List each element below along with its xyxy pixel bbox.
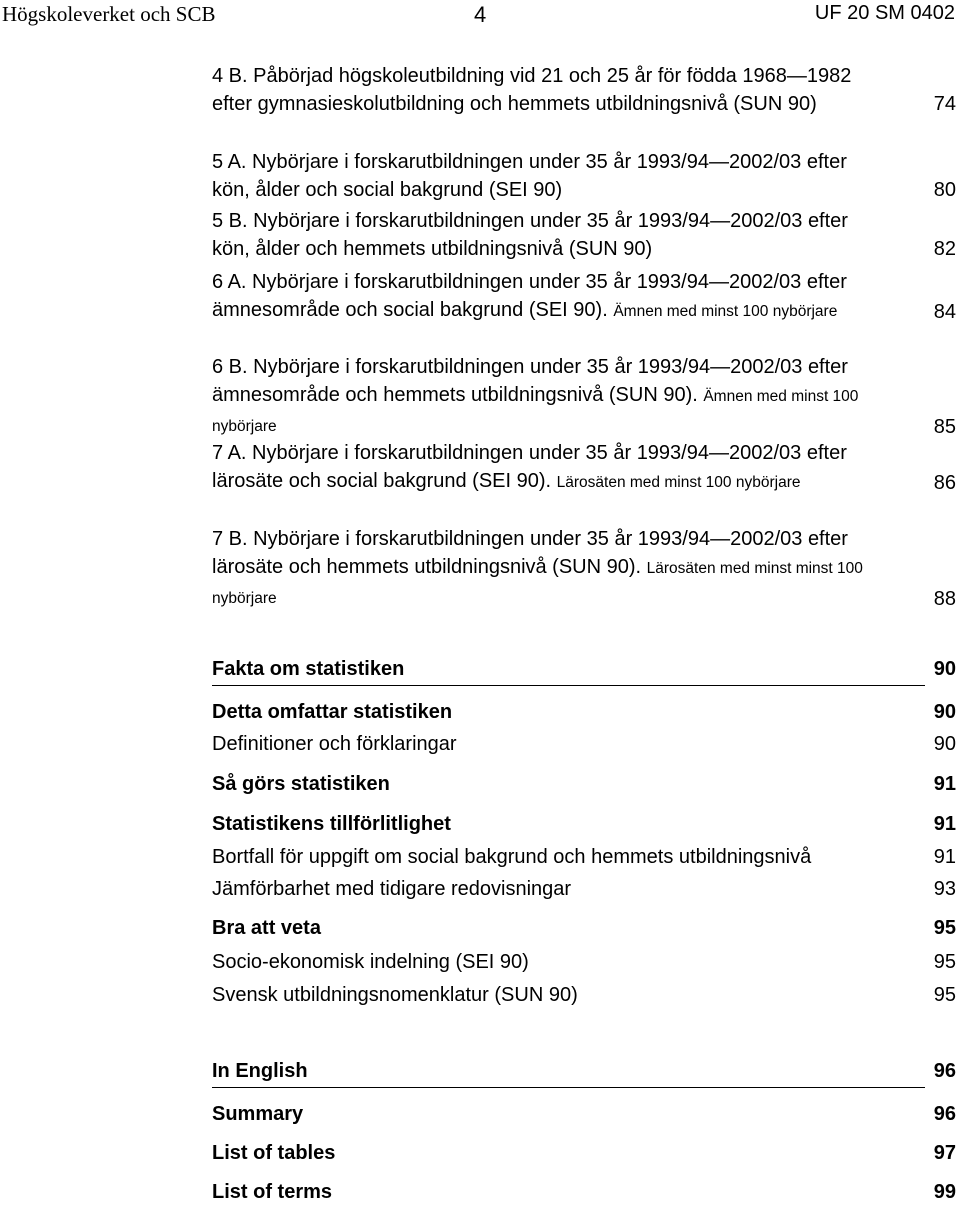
toc-entry-5b[interactable] [212, 207, 956, 263]
toc-row[interactable] [212, 730, 956, 758]
toc-row-title: Jämförbarhet med tidigare redovisningar [212, 878, 572, 900]
section-title: In English [212, 1060, 308, 1082]
page-header [0, 0, 960, 30]
toc-row[interactable] [212, 770, 956, 798]
toc-row-title: Detta omfattar statistiken [212, 701, 453, 723]
toc-entry-page: 85 [933, 416, 956, 438]
section-divider [212, 1087, 925, 1088]
toc-entry-4b[interactable] [212, 62, 956, 118]
toc-row-title: Bra att veta [212, 917, 321, 939]
toc-entry-note: Lärosäten med minst minst 100 nybörjare [212, 560, 863, 607]
toc-row[interactable] [212, 875, 956, 903]
toc-row[interactable] [212, 1100, 956, 1128]
toc-row-page: 91 [933, 846, 956, 868]
toc-row[interactable] [212, 981, 956, 1009]
toc-entry-page: 88 [933, 588, 956, 610]
toc-row[interactable] [212, 810, 956, 838]
section-page: 90 [933, 658, 956, 680]
toc-row-page: 95 [933, 917, 956, 939]
toc-row-title: List of tables [212, 1142, 336, 1164]
toc-entry-note: Lärosäten med minst 100 nybörjare [556, 474, 801, 491]
toc-entry-title: 4 B. Påbörjad högskoleutbildning vid 21 och 25 år för födda 1968—1982 efter gymnasieskolutbildning och hemmets utbildningsnivå (SUN 90) [212, 65, 852, 115]
toc-entry-note: Ämnen med minst 100 nybörjare [212, 388, 859, 435]
toc-row-title: Summary [212, 1103, 304, 1125]
toc-entry-note: Ämnen med minst 100 nybörjare [613, 303, 838, 320]
section-divider [212, 685, 925, 686]
header-series-id: UF 20 SM 0402 [814, 2, 955, 24]
toc-entry-title: 5 B. Nybörjare i forskarutbildningen under 35 år 1993/94—2002/03 efter kön, ålder och hemmets utbildningsnivå (SUN 90) [212, 210, 848, 260]
toc-entry-6b[interactable] [212, 353, 956, 441]
toc-row-title: Så görs statistiken [212, 773, 390, 795]
toc-entry-title: 7 B. Nybörjare i forskarutbildningen under 35 år 1993/94—2002/03 efter lärosäte och hemmets utbildningsnivå (SUN 90). [212, 528, 848, 578]
toc-entry-title: 7 A. Nybörjare i forskarutbildningen under 35 år 1993/94—2002/03 efter lärosäte och social bakgrund (SEI 90). [212, 442, 847, 492]
toc-row-page: 91 [933, 773, 956, 795]
toc-row-title: Svensk utbildningsnomenklatur (SUN 90) [212, 984, 578, 1006]
toc-entry-6a[interactable] [212, 268, 956, 326]
toc-row-page: 95 [933, 951, 956, 973]
toc-row-title: List of terms [212, 1181, 333, 1203]
toc-row-title: Statistikens tillförlitlighet [212, 813, 451, 835]
toc-row[interactable] [212, 948, 956, 976]
toc-entry-title: 5 A. Nybörjare i forskarutbildningen under 35 år 1993/94—2002/03 efter kön, ålder och social bakgrund (SEI 90) [212, 151, 847, 201]
toc-entry-7a[interactable] [212, 439, 956, 497]
toc-row-page: 97 [933, 1142, 956, 1164]
toc-row-page: 91 [933, 813, 956, 835]
toc-row[interactable] [212, 914, 956, 942]
toc-entry-page: 84 [933, 301, 956, 323]
toc-row-page: 95 [933, 984, 956, 1006]
toc-row-title: Bortfall för uppgift om social bakgrund och hemmets utbildningsnivå [212, 846, 812, 868]
toc-row-title: Socio-ekonomisk indelning (SEI 90) [212, 951, 529, 973]
toc-row-page: 96 [933, 1103, 956, 1125]
toc-row-page: 99 [933, 1181, 956, 1203]
toc-row[interactable] [212, 698, 956, 726]
section-page: 96 [933, 1060, 956, 1082]
toc-entry-title: 6 A. Nybörjare i forskarutbildningen under 35 år 1993/94—2002/03 efter ämnesområde och social bakgrund (SEI 90). [212, 271, 847, 321]
toc-entry-5a[interactable] [212, 148, 956, 204]
toc-entry-page: 74 [933, 93, 956, 115]
toc-entry-title: 6 B. Nybörjare i forskarutbildningen under 35 år 1993/94—2002/03 efter ämnesområde och hemmets utbildningsnivå (SUN 90). [212, 356, 848, 406]
toc-section-english[interactable] [212, 1057, 956, 1085]
toc-row-page: 93 [933, 878, 956, 900]
section-title: Fakta om statistiken [212, 658, 405, 680]
toc-row-page: 90 [933, 701, 956, 723]
header-publisher: Högskoleverket och SCB [2, 2, 216, 26]
toc-row-title: Definitioner och förklaringar [212, 733, 457, 755]
toc-entry-page: 86 [933, 472, 956, 494]
toc-row[interactable] [212, 1139, 956, 1167]
toc-row[interactable] [212, 843, 956, 871]
toc-row-page: 90 [933, 733, 956, 755]
toc-entry-7b[interactable] [212, 525, 956, 613]
header-page-number: 4 [474, 2, 487, 27]
toc-entry-page: 82 [933, 238, 956, 260]
toc-section-facts[interactable] [212, 655, 956, 683]
toc-entry-page: 80 [933, 179, 956, 201]
